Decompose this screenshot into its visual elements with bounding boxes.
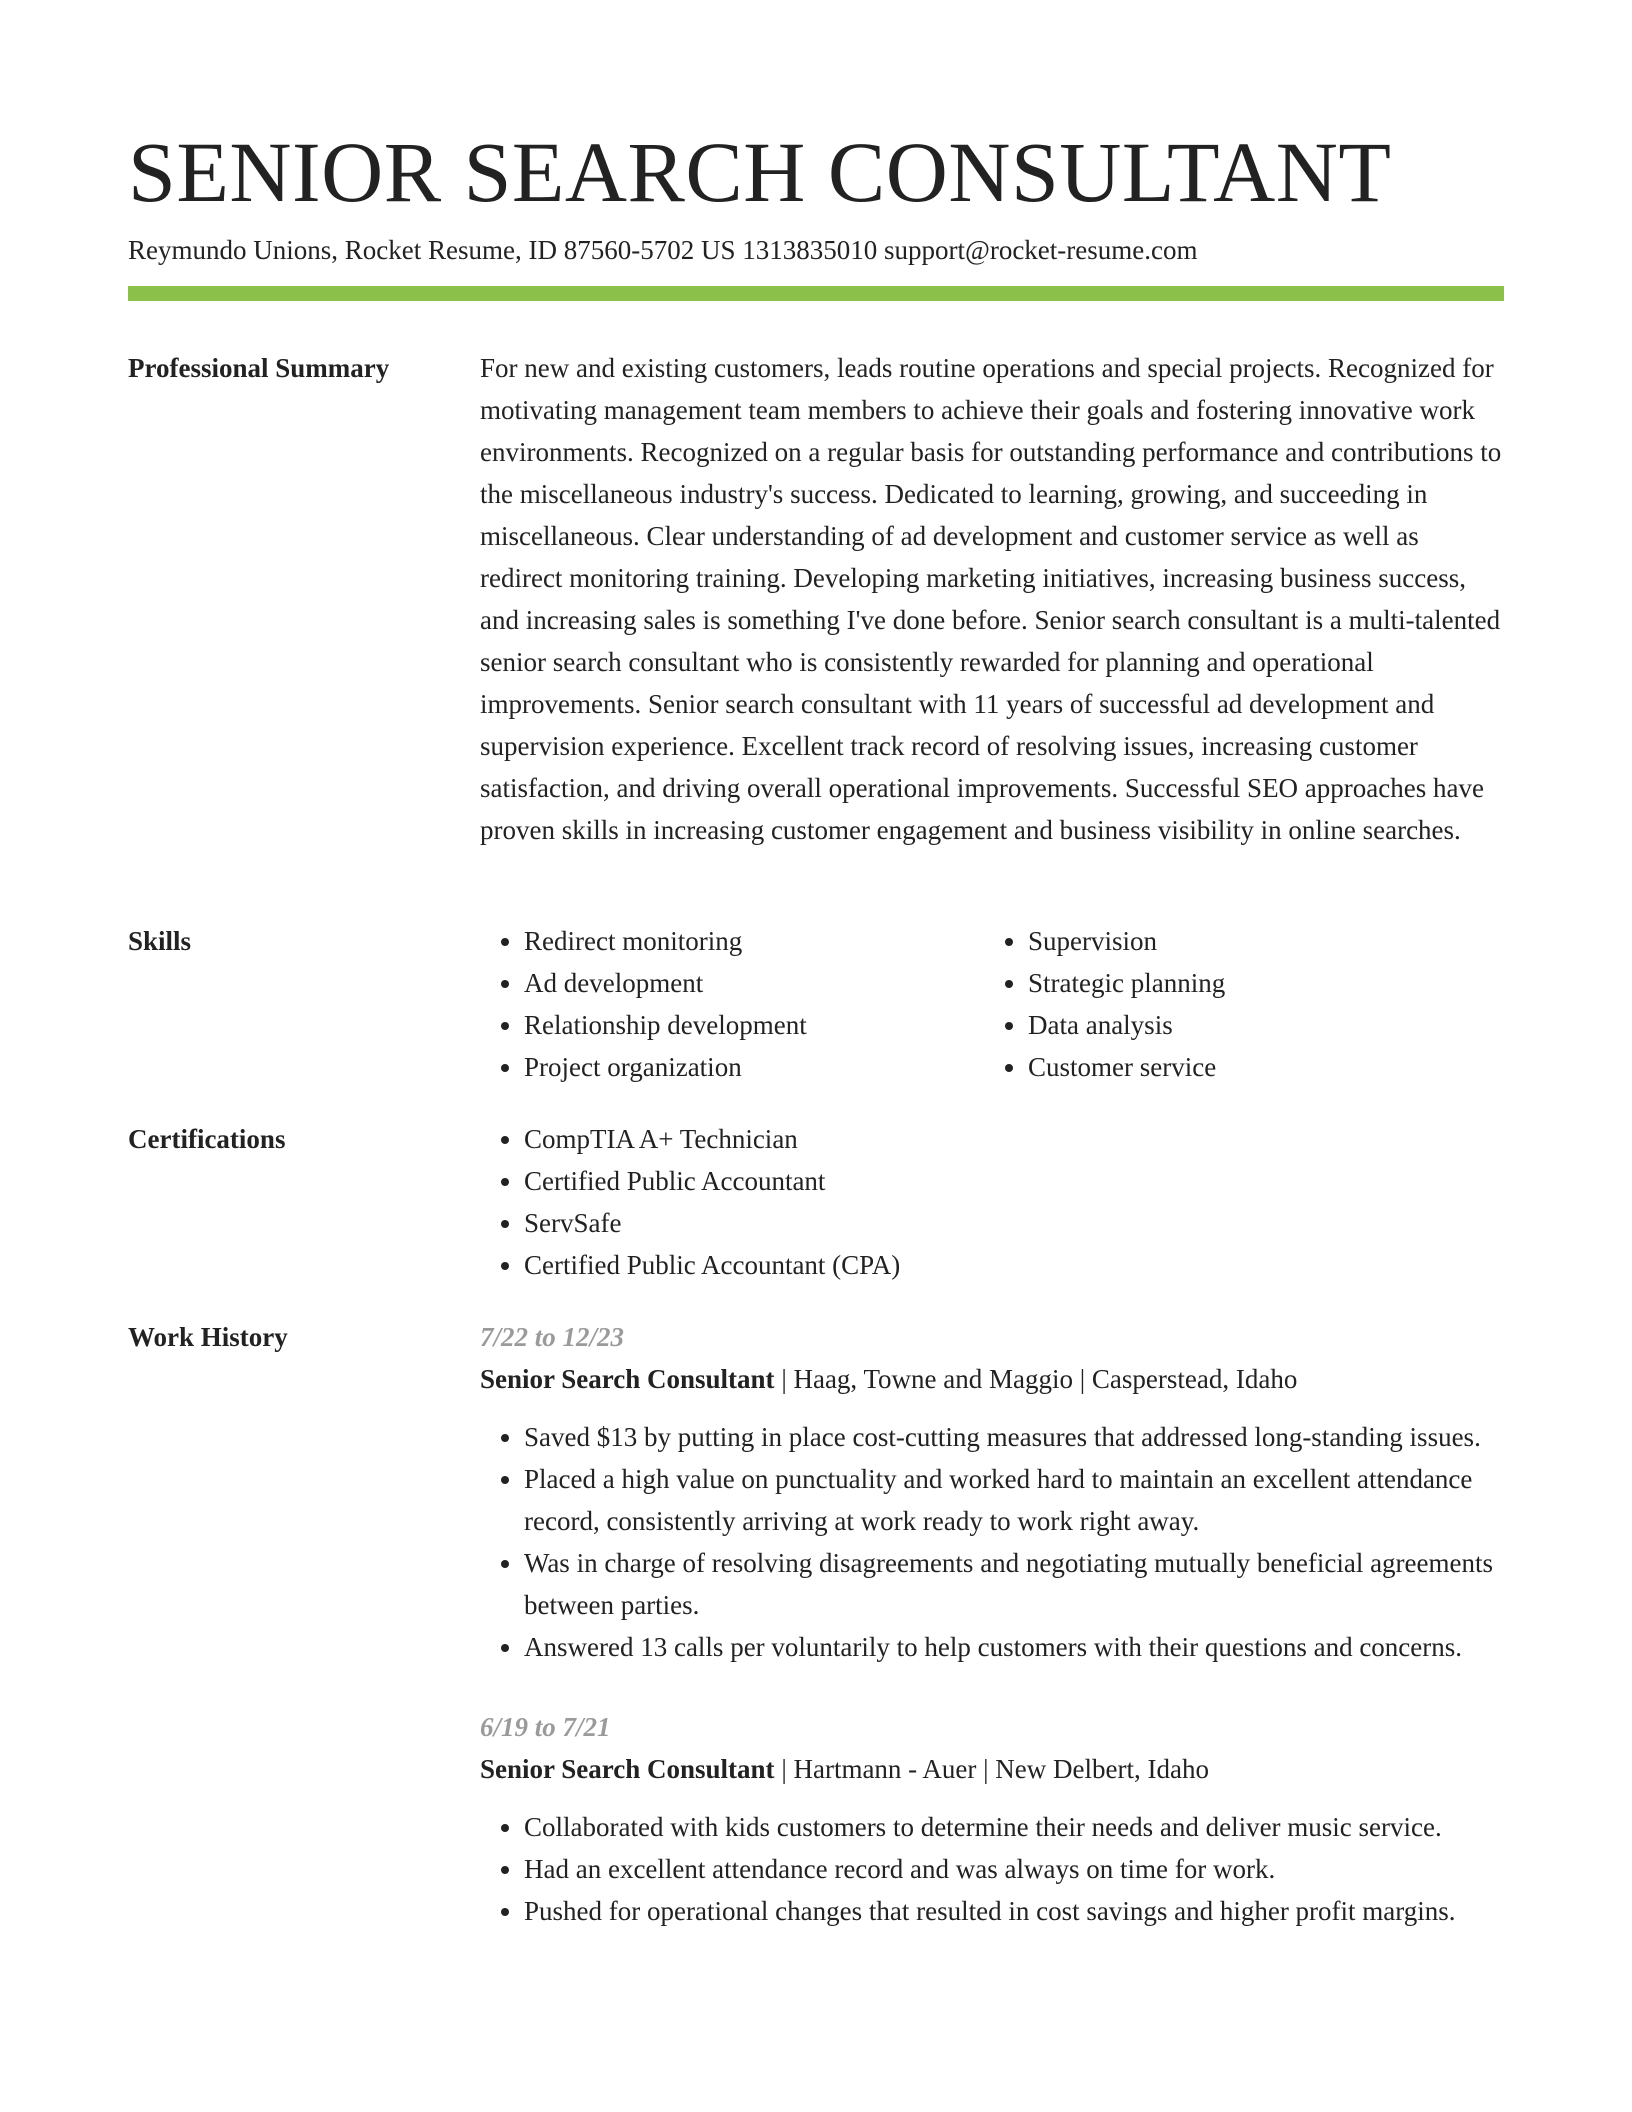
job-bullet: • Saved $13 by putting in place cost-cutting measures that addressed long-standing issues. [524, 1416, 1504, 1458]
work-history-body [480, 1316, 1504, 1970]
skill-item: • Redirect monitoring [524, 920, 984, 962]
job-bullet: • Collaborated with kids customers to determine their needs and deliver music service. [524, 1806, 1504, 1848]
skill-item: • Ad development [524, 962, 984, 1004]
skill-item: • Relationship development [524, 1004, 984, 1046]
skills-list-left [480, 920, 984, 1088]
job-bullets [480, 1416, 1504, 1668]
contact-line: Reymundo Unions, Rocket Resume, ID 87560-5702 US 1313835010 support@rocket-resume.com [128, 235, 1198, 265]
work-history-label: Work History [128, 1322, 288, 1352]
job-employer-location: | Hartmann - Auer | New Delbert, Idaho [774, 1754, 1209, 1784]
skill-item: • Strategic planning [1028, 962, 1488, 1004]
skill-item: • Project organization [524, 1046, 984, 1088]
job-entry [480, 1706, 1504, 1932]
skills-column-left [480, 920, 984, 1088]
certifications-label: Certifications [128, 1124, 286, 1154]
summary-text: For new and existing customers, leads routine operations and special projects. Recognized for motivating management team members to achieve their goals and fostering innovative work environments. Recognized on a regular basis for outstanding performance and contributions to the miscellaneous industry's success. Dedicated to learning, growing, and succeeding in miscellaneous. Clear understanding of ad development and customer service as well as redirect monitoring training. Developing marketing initiatives, increasing business success, and increasing sales is something I've done before. Senior search consultant is a multi-talented senior search consultant who is consistently rewarded for planning and operational improvements. Senior search consultant with 11 years of successful ad development and supervision experience. Excellent track record of resolving issues, increasing customer satisfaction, and driving overall operational improvements. Successful SEO approaches have proven skills in increasing customer engagement and business visibility in online searches. [480, 353, 1502, 845]
job-title: Senior Search Consultant [480, 1754, 775, 1784]
summary-label: Professional Summary [128, 353, 390, 383]
job-heading [480, 1358, 1504, 1400]
job-heading [480, 1748, 1504, 1790]
certifications-body [480, 1118, 1504, 1286]
skill-item: • Supervision [1028, 920, 1488, 962]
skills-list-right [984, 920, 1488, 1088]
job-bullets [480, 1806, 1504, 1932]
certification-item: • ServSafe [524, 1202, 1504, 1244]
job-title: Senior Search Consultant [480, 1364, 775, 1394]
skill-item: • Customer service [1028, 1046, 1488, 1088]
job-bullet: • Was in charge of resolving disagreements and negotiating mutually beneficial agreements between parties. [524, 1542, 1504, 1626]
summary-body [480, 347, 1504, 851]
job-employer-location: | Haag, Towne and Maggio | Casperstead, Idaho [774, 1364, 1298, 1394]
certifications-list [480, 1118, 1504, 1286]
job-bullet: • Had an excellent attendance record and was always on time for work. [524, 1848, 1504, 1890]
accent-divider [128, 286, 1504, 301]
resume-title: SENIOR SEARCH CONSULTANT [128, 124, 1392, 220]
certification-item: • Certified Public Accountant (CPA) [524, 1244, 1504, 1286]
skill-item: • Data analysis [1028, 1004, 1488, 1046]
job-bullet: • Pushed for operational changes that resulted in cost savings and higher profit margins. [524, 1890, 1504, 1932]
job-bullet: • Answered 13 calls per voluntarily to help customers with their questions and concerns. [524, 1626, 1504, 1668]
skills-body [480, 920, 1504, 1088]
job-bullet: • Placed a high value on punctuality and worked hard to maintain an excellent attendance record, consistently arriving at work ready to work right away. [524, 1458, 1504, 1542]
skills-column-right [984, 920, 1488, 1088]
job-dates: 7/22 to 12/23 [480, 1322, 625, 1352]
certification-item: • CompTIA A+ Technician [524, 1118, 1504, 1160]
job-entry [480, 1316, 1504, 1668]
skills-label: Skills [128, 926, 192, 956]
skills-columns [480, 920, 1504, 1088]
job-dates: 6/19 to 7/21 [480, 1712, 611, 1742]
certification-item: • Certified Public Accountant [524, 1160, 1504, 1202]
